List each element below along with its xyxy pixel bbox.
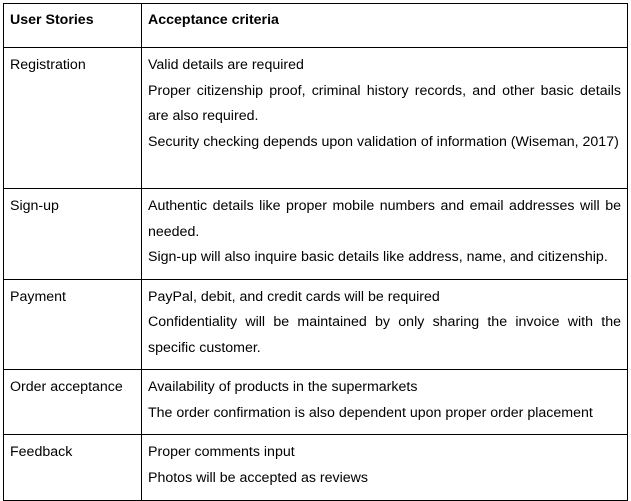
user-story-label: Registration [10,57,86,73]
acceptance-criteria-cell [142,370,628,435]
user-stories-table [3,3,628,501]
acceptance-criteria-cell [142,48,628,189]
criterion-text: Proper comments input [148,444,295,460]
criterion-text: The order confirmation is also dependent upon proper order placement [148,404,593,421]
acceptance-criteria-cell [142,189,628,280]
table-row [4,279,628,370]
user-story-label: Feedback [10,444,73,460]
criterion-text: Availability of products in the supermarkets [148,379,418,395]
user-story-cell [4,189,142,280]
user-story-label: Payment [10,288,66,305]
user-story-cell [4,48,142,189]
table-header-row [4,4,628,48]
table-row [4,435,628,501]
table-row [4,370,628,435]
table-row [4,189,628,280]
criterion-text: Security checking depends upon validation of information (Wiseman, 2017) [148,133,619,150]
column-header-user-stories: User Stories [4,4,142,48]
criterion-text: Authentic details like proper mobile numbers and email addresses will be needed. [148,198,621,240]
criterion-text: Photos will be accepted as reviews [148,469,369,486]
user-story-label: Sign-up [10,198,59,214]
user-story-cell [4,435,142,501]
criterion-text: Confidentiality will be maintained by only sharing the invoice with the specific customer. [148,314,621,356]
criterion-text: Valid details are required [148,57,304,73]
criterion-text: Proper citizenship proof, criminal history records, and other basic details are also required. [148,82,621,124]
user-story-label: Order acceptance [10,379,123,395]
user-story-cell [4,279,142,370]
acceptance-criteria-cell [142,435,628,501]
column-header-acceptance-criteria: Acceptance criteria [142,4,628,48]
table-row [4,48,628,189]
user-story-cell [4,370,142,435]
acceptance-criteria-cell [142,279,628,370]
criterion-text: Sign-up will also inquire basic details like address, name, and citizenship. [148,249,608,265]
criterion-text: PayPal, debit, and credit cards will be required [148,288,440,305]
